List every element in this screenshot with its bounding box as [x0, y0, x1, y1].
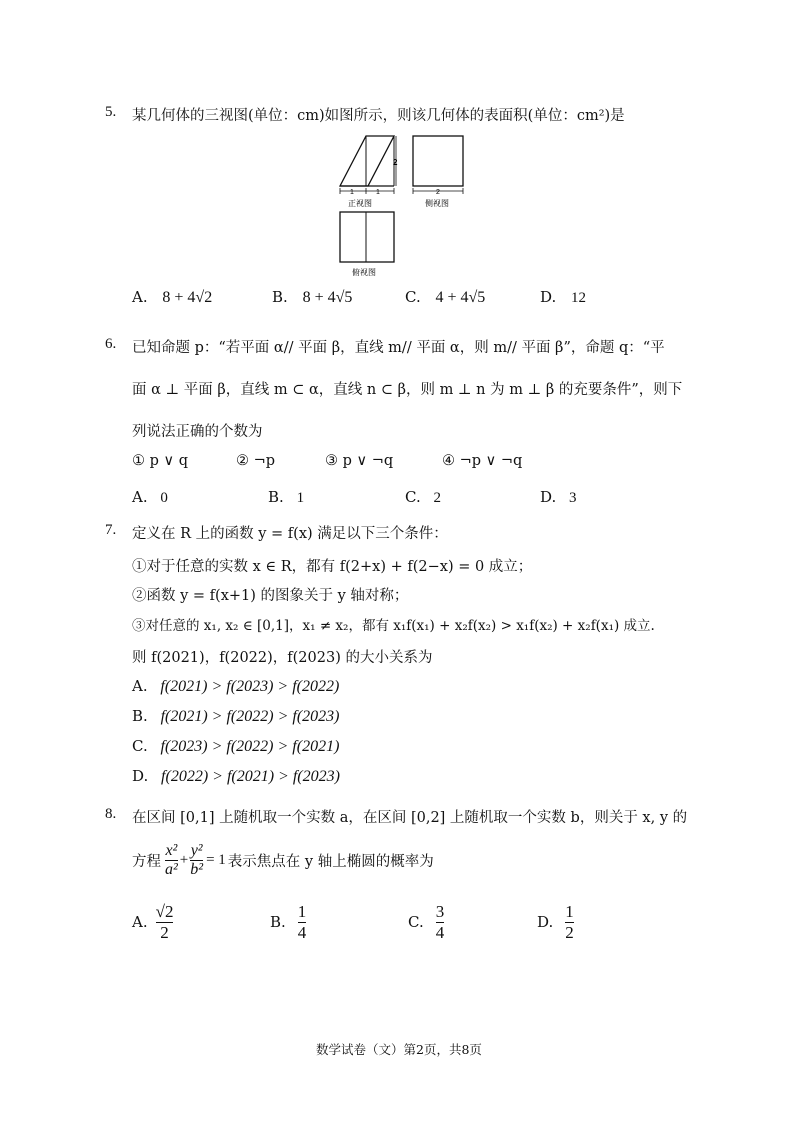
- q8-option-d-num: 1: [565, 902, 574, 921]
- front-view: [340, 136, 398, 208]
- q6-option-d-text: 3: [569, 490, 577, 506]
- q5-option-c-text: 4 + 4√5: [435, 289, 486, 306]
- page-footer: 数学试卷（文）第2页，共8页: [316, 1042, 482, 1057]
- q8-eq-plus: +: [179, 852, 189, 869]
- q5-option-a-label: A.: [132, 288, 148, 306]
- q5-three-view-figure: [330, 128, 480, 278]
- q8-option-c-den: 4: [435, 922, 445, 942]
- q7-condition-3: ③对任意的 x₁, x₂ ∈ [0,1]，x₁ ≠ x₂，都有 x₁f(x₁) + x₂f(x₂) > x₁f(x₂) + x₂f(x₁) 成立.: [132, 618, 655, 634]
- q5-option-c-label: C.: [405, 288, 421, 306]
- q8-eq-left-num: x²: [165, 842, 178, 859]
- q8-eq-right-fraction: [190, 842, 203, 880]
- q7-option-d-label: D.: [132, 767, 149, 785]
- q8-eq-tail: = 1: [206, 852, 226, 869]
- q8-option-a-den: 2: [160, 922, 169, 942]
- side-view-caption: 侧视图: [425, 199, 449, 208]
- q7-ask: 则 f(2021)，f(2022)，f(2023) 的大小关系为: [132, 650, 433, 666]
- side-view: [413, 136, 463, 208]
- q6-statement-1: ① p ∨ q: [132, 453, 189, 469]
- q7-stem: 定义在 R 上的函数 y = f(x) 满足以下三个条件：: [132, 526, 448, 542]
- dim-half-left-label: 1: [350, 189, 354, 196]
- q8-number: 8.: [105, 806, 117, 822]
- q6-statement-4: ④ ¬p ∨ ¬q: [442, 453, 523, 469]
- top-view-caption: 俯视图: [352, 268, 376, 277]
- q6-line2: 面 α ⊥ 平面 β，直线 m ⊂ α，直线 n ⊂ β，则 m ⊥ n 为 m ⊥ β 的充要条件”，则下: [132, 382, 683, 398]
- q8-eq-right-num: y²: [190, 842, 203, 859]
- q8-option-c-num: 3: [435, 902, 445, 921]
- q5-option-b-label: B.: [272, 288, 288, 306]
- q8-option-b-num: 1: [297, 902, 307, 921]
- q7-number: 7.: [105, 522, 117, 538]
- q6-option-a-label: A.: [132, 488, 148, 506]
- q6-option-d-label: D.: [540, 488, 557, 506]
- q5-option-a-text: 8 + 4√2: [162, 289, 213, 306]
- q7-option-b-text: f(2021) > f(2022) > f(2023): [160, 708, 340, 725]
- q6-number: 6.: [105, 336, 117, 352]
- q6-line1: 已知命题 p：“若平面 α// 平面 β，直线 m// 平面 α，则 m// 平面 β”，命题 q：“平: [132, 340, 665, 356]
- q7-option-c-label: C.: [132, 737, 148, 755]
- q8-option-a-label: A.: [132, 913, 148, 932]
- q7-option-d-text: f(2022) > f(2021) > f(2023): [161, 768, 340, 785]
- q5-stem: 某几何体的三视图(单位：cm)如图所示，则该几何体的表面积(单位：cm²)是: [132, 108, 625, 124]
- q8-option-b-den: 4: [297, 922, 307, 942]
- q8-eq-right-den: b²: [190, 861, 204, 879]
- q8-eq-left-fraction: [165, 842, 178, 880]
- q7-condition-2: ②函数 y = f(x+1) 的图象关于 y 轴对称；: [132, 588, 409, 604]
- q8-line2: [132, 842, 434, 880]
- q7-option-c-text: f(2023) > f(2022) > f(2021): [160, 738, 340, 755]
- q5-option-d-text: 12: [571, 290, 587, 306]
- q7-condition-1: ①对于任意的实数 x ∈ R，都有 f(2+x) + f(2−x) = 0 成立；: [132, 559, 533, 575]
- q8-line2-prefix: 方程: [132, 854, 161, 871]
- q6-option-c-label: C.: [405, 488, 421, 506]
- q8-option-b-label: B.: [270, 913, 286, 932]
- q5-option-b-text: 8 + 4√5: [302, 289, 353, 306]
- q6-statement-3: ③ p ∨ ¬q: [325, 453, 394, 469]
- dim-half-right-label: 1: [376, 189, 380, 196]
- q7-option-a-text: f(2021) > f(2023) > f(2022): [160, 678, 340, 695]
- q6-option-c-text: 2: [433, 490, 441, 506]
- q6-line3: 列说法正确的个数为: [132, 424, 263, 440]
- dim-height-label: 2: [393, 158, 398, 167]
- q8-eq-left-den: a²: [165, 861, 178, 879]
- q8-line1: 在区间 [0,1] 上随机取一个实数 a，在区间 [0,2] 上随机取一个实数 b，则关于 x, y 的: [132, 810, 688, 826]
- q8-option-b-fraction: [298, 902, 307, 942]
- q7-option-a-label: A.: [132, 677, 148, 695]
- dim-side-label: 2: [436, 189, 440, 196]
- q8-option-a-fraction: [156, 902, 174, 942]
- q8-option-a-num: √2: [155, 902, 174, 921]
- q6-option-b-label: B.: [268, 488, 284, 506]
- q8-option-d-label: D.: [537, 913, 554, 932]
- q5-option-d-label: D.: [540, 288, 557, 306]
- q8-option-d-fraction: [565, 902, 574, 942]
- q8-option-d-den: 2: [565, 922, 574, 942]
- q7-option-b-label: B.: [132, 707, 148, 725]
- front-view-caption: 正视图: [348, 199, 372, 208]
- q8-option-c-fraction: [436, 902, 445, 942]
- q8-line2-suffix: 表示焦点在 y 轴上椭圆的概率为: [227, 854, 434, 871]
- q6-option-b-text: 1: [296, 490, 305, 506]
- top-view: [340, 212, 394, 277]
- q6-statement-2: ② ¬p: [236, 453, 276, 469]
- q6-option-a-text: 0: [160, 490, 168, 506]
- q8-option-c-label: C.: [408, 913, 424, 932]
- q5-number: 5.: [105, 104, 117, 120]
